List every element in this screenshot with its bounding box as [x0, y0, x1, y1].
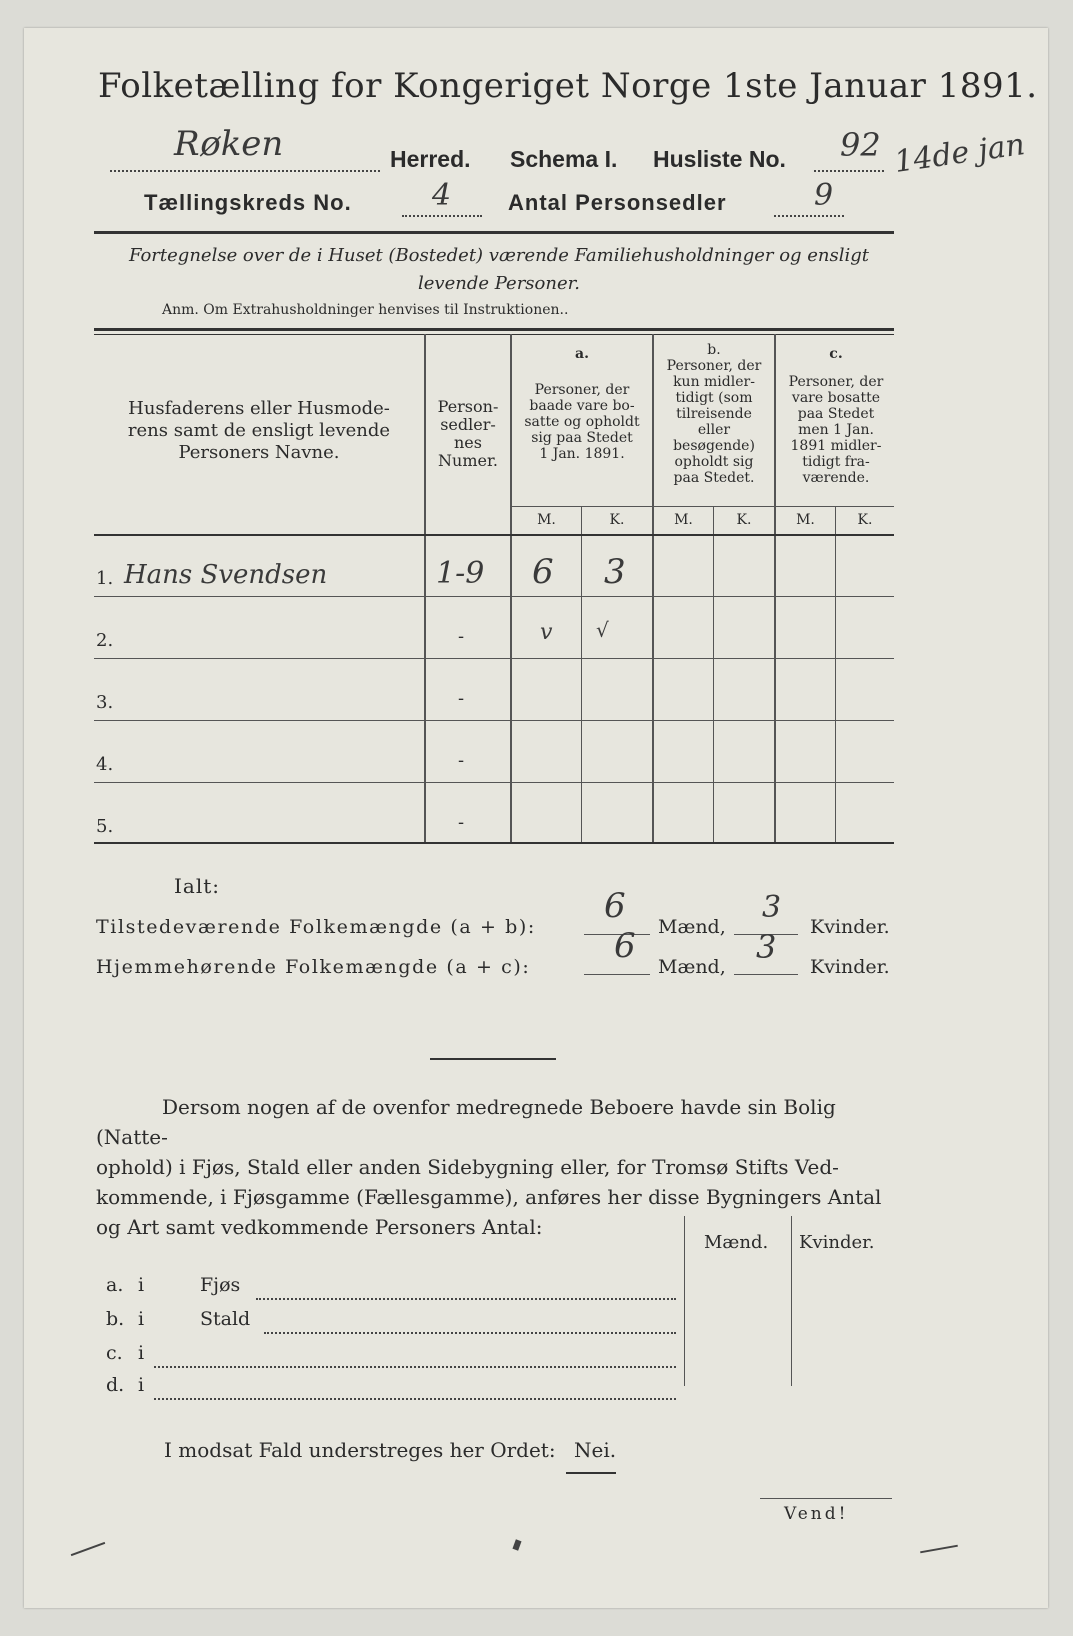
outb-letter: b. [106, 1308, 125, 1330]
col-header-name-line: Personers Navne. [178, 442, 340, 463]
vend-text: Vend! [784, 1504, 849, 1524]
col-header-b-line: eller [697, 422, 731, 438]
row-rule [94, 596, 894, 597]
col-header-b-line: tilreisende [676, 406, 752, 422]
col-c-letter: c. [829, 346, 843, 362]
col-header-b-line: besøgende) [673, 438, 755, 454]
col-a-k: K. [609, 512, 625, 528]
col-divider-b-mk [713, 506, 714, 842]
row-num: - [458, 688, 465, 709]
row-num: - [458, 812, 465, 833]
row-num: - [458, 626, 465, 647]
col-header-c-line: vare bosatte [791, 390, 881, 406]
kreds-label: Tællingskreds No. [144, 190, 352, 215]
antal-dots [774, 213, 844, 217]
header-bottom-rule [94, 534, 894, 536]
tilst-maend: Mænd, [658, 916, 726, 938]
outb-col-divider-1 [684, 1216, 685, 1386]
table-top-rule [94, 328, 894, 331]
col-a-m: M. [537, 512, 556, 528]
col-c-k: K. [857, 512, 873, 528]
col-a-letter: a. [575, 346, 589, 362]
col-header-name [94, 398, 424, 464]
row-num: - [458, 750, 465, 771]
row-number: 1. [96, 568, 114, 589]
outbuildings-paragraph [96, 1092, 896, 1242]
form-title: Folketælling for Kongeriget Norge 1ste Januar 1891. [98, 66, 1038, 106]
outb-i: i [138, 1342, 145, 1364]
outb-dots [154, 1396, 676, 1400]
col-header-b-line: tidigt (som [675, 390, 753, 406]
outb-label: Fjøs [200, 1274, 241, 1296]
schema-label: Schema I. [510, 146, 618, 172]
husliste-label: Husliste No. [653, 146, 786, 172]
tilst-m: 6 [604, 886, 626, 926]
antal-label: Antal Personsedler [508, 190, 727, 215]
col-header-a-line: sig paa Stedet [531, 430, 633, 446]
row-a-m: v [540, 620, 553, 645]
nei-word: Nei. [574, 1438, 617, 1462]
nei-underline [566, 1472, 616, 1474]
outb-dots [256, 1296, 676, 1300]
row-num: 1-9 [436, 556, 485, 591]
col-header-num-line: nes [454, 433, 482, 452]
table-bottom-rule [94, 842, 894, 844]
col-header-num-line: Numer. [438, 451, 498, 470]
mk-top-rule [512, 506, 894, 507]
row-number: 2. [96, 630, 114, 651]
hjem-label: Hjemmehørende Folkemængde (a + c): [96, 956, 531, 978]
antal-value: 9 [814, 178, 834, 213]
anm-note: Anm. Om Extrahusholdninger henvises til Instruktionen.. [162, 302, 569, 318]
hjem-maend: Mænd, [658, 956, 726, 978]
header-rule [94, 231, 894, 234]
col-header-a-line: baade vare bo- [529, 398, 635, 414]
tilst-kvinder: Kvinder. [810, 916, 890, 938]
outb-dots [154, 1364, 676, 1368]
outb-col-maend: Mænd. [704, 1232, 769, 1253]
outb-i: i [138, 1274, 145, 1296]
intro-line-2: levende Personer. [418, 273, 580, 294]
row-rule [94, 720, 894, 721]
col-header-c-line: men 1 Jan. [798, 422, 874, 438]
col-header-num [426, 398, 510, 470]
outb-letter: a. [106, 1274, 124, 1296]
col-b-m: M. [674, 512, 693, 528]
outb-col-kvinder: Kvinder. [799, 1232, 875, 1253]
para-line: ophold) i Fjøs, Stald eller anden Sidebygning eller, for Tromsø Stifts Ved- [96, 1155, 839, 1179]
col-header-a-line: Personer, der [534, 382, 630, 398]
col-header-name-line: Husfaderens eller Husmode- [128, 398, 390, 419]
kreds-dots [402, 213, 482, 217]
outb-i: i [138, 1374, 145, 1396]
intro-text [94, 242, 904, 298]
outb-i: i [138, 1308, 145, 1330]
hjem-k: 3 [756, 928, 777, 966]
ink-mark [71, 1542, 106, 1556]
ink-mark [512, 1539, 521, 1550]
col-header-a [512, 382, 652, 462]
col-header-num-line: Person- [437, 397, 499, 416]
para-line: kommende, i Fjøsgamme (Fællesgamme), anføres her disse Bygningers Antal [96, 1185, 882, 1209]
col-header-a-line: 1 Jan. 1891. [539, 446, 625, 462]
herred-value: Røken [174, 124, 284, 164]
vend-rule [760, 1498, 892, 1499]
herred-dots [110, 168, 380, 172]
tilst-label: Tilstedeværende Folkemængde (a + b): [96, 916, 536, 938]
hjem-m-rule [584, 974, 650, 975]
col-header-b-line: kun midler- [673, 374, 755, 390]
col-header-b-line: Personer, der [666, 358, 762, 374]
col-header-c-line: tidigt fra- [802, 454, 870, 470]
col-divider-c-mk [835, 506, 836, 842]
row-rule [94, 658, 894, 659]
para-line: og Art samt vedkommende Personers Antal: [96, 1215, 543, 1239]
col-header-b-line: paa Stedet. [673, 470, 755, 486]
ink-mark [920, 1545, 958, 1554]
col-header-a-line: satte og opholdt [524, 414, 640, 430]
herred-label: Herred. [390, 146, 471, 172]
col-header-b-line: opholdt sig [674, 454, 754, 470]
outb-letter: c. [106, 1342, 123, 1364]
col-header-name-line: rens samt de ensligt levende [127, 420, 391, 441]
modsat-text: I modsat Fald understreges her Ordet: [164, 1438, 556, 1462]
col-header-c [776, 374, 896, 486]
margin-note: 14de jan [892, 127, 1027, 180]
hjem-m: 6 [614, 926, 636, 966]
outb-col-divider-2 [791, 1216, 792, 1386]
row-rule [94, 782, 894, 783]
section-divider [430, 1058, 556, 1060]
col-c-m: M. [796, 512, 815, 528]
outb-label: Stald [200, 1308, 251, 1330]
row-a-k: 3 [604, 552, 626, 592]
col-header-c-line: værende. [802, 470, 870, 486]
row-name: Hans Svendsen [124, 560, 328, 590]
row-number: 4. [96, 754, 114, 775]
col-header-c-line: 1891 midler- [790, 438, 882, 454]
row-a-m: 6 [532, 552, 554, 592]
col-header-c-line: Personer, der [788, 374, 884, 390]
para-line: Dersom nogen af de ovenfor medregnede Beboere havde sin Bolig (Natte- [96, 1095, 836, 1149]
tilst-k: 3 [762, 890, 782, 925]
col-divider-a-mk [581, 506, 582, 842]
row-number: 5. [96, 816, 114, 837]
hjem-k-rule [734, 974, 798, 975]
col-b-letter: b. [707, 342, 721, 358]
intro-line-1: Fortegnelse over de i Huset (Bostedet) værende Familiehusholdninger og ensligt [128, 245, 870, 266]
outb-letter: d. [106, 1374, 125, 1396]
row-number: 3. [96, 692, 114, 713]
kreds-value: 4 [432, 178, 452, 213]
col-header-num-line: sedler- [440, 415, 496, 434]
census-form-page [24, 28, 1048, 1608]
col-header-b [654, 358, 774, 486]
row-a-k: √ [596, 618, 609, 642]
col-b-k: K. [736, 512, 752, 528]
husliste-dots [814, 168, 884, 172]
ialt-label: Ialt: [174, 874, 220, 898]
hjem-kvinder: Kvinder. [810, 956, 890, 978]
outb-dots [264, 1330, 676, 1334]
col-header-c-line: paa Stedet [797, 406, 875, 422]
husliste-value: 92 [840, 126, 881, 164]
